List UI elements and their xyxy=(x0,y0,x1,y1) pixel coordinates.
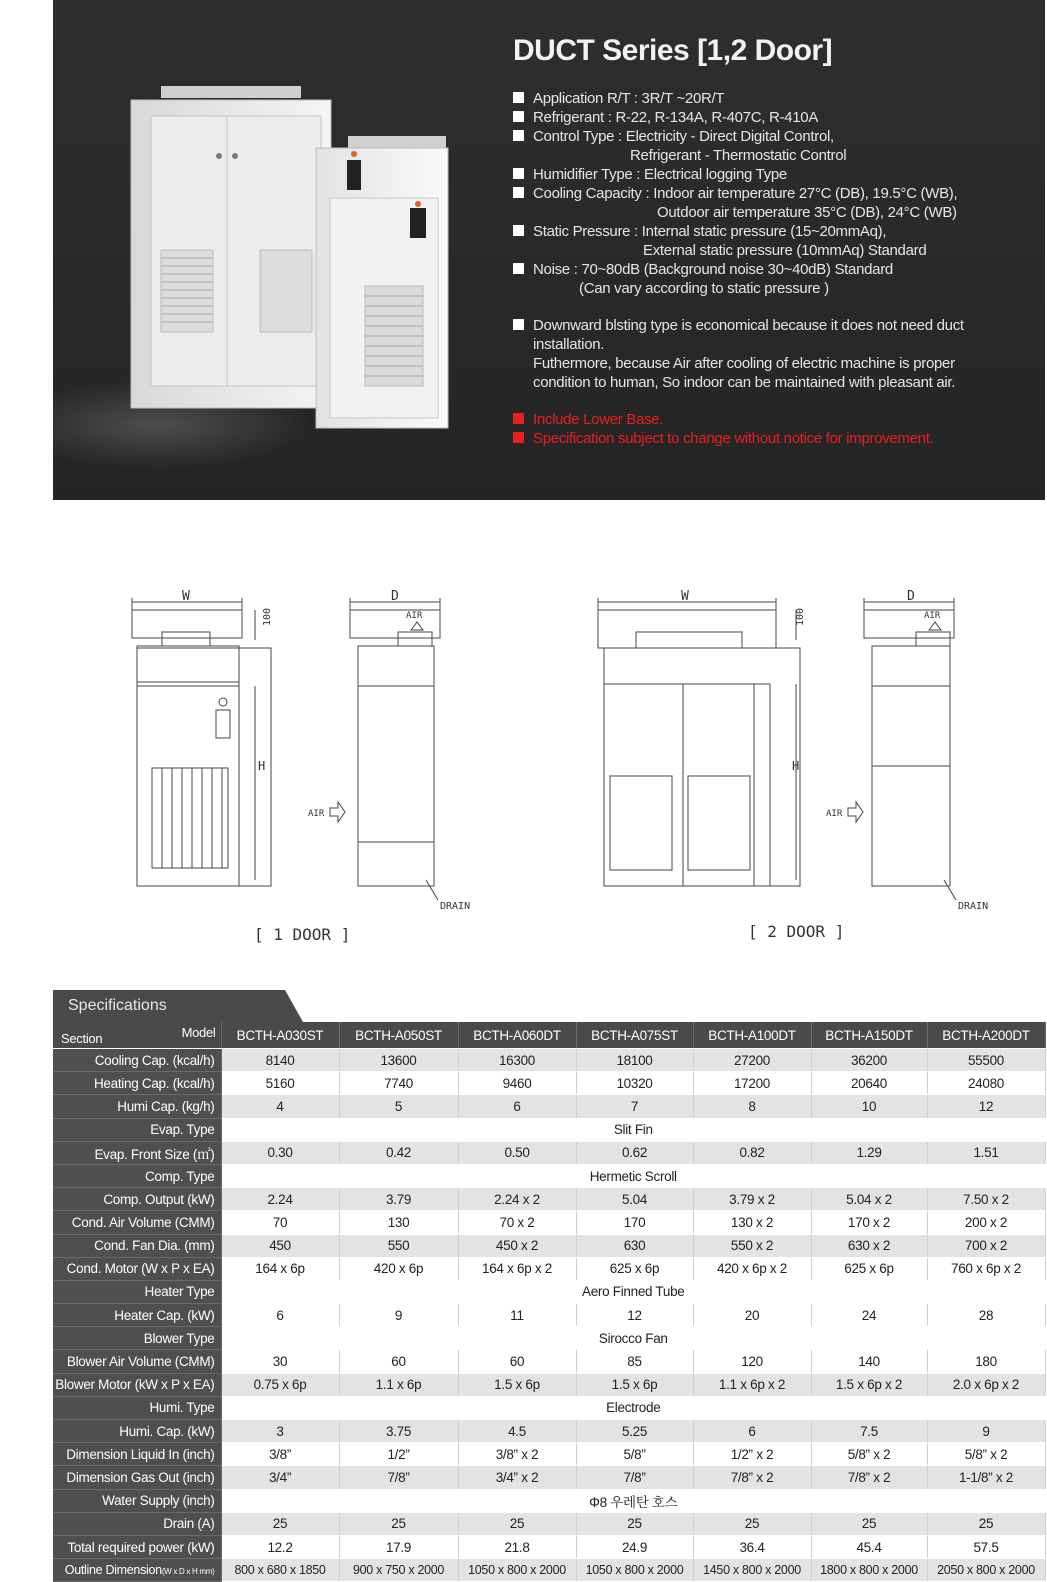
row-label-text: Blower Motor (kW x P x EA) xyxy=(55,1377,215,1393)
table-cell-merged: Aero Finned Tube xyxy=(221,1280,1045,1303)
row-label xyxy=(53,1049,221,1072)
row-label-text: Dimension Liquid In (inch) xyxy=(66,1446,215,1462)
table-cell: 21.8 xyxy=(458,1535,576,1558)
table-cell: 1450 x 800 x 2000 xyxy=(693,1559,811,1582)
table-cell: 57.5 xyxy=(927,1535,1045,1558)
table-cell: 25 xyxy=(221,1512,339,1535)
table-cell: 13600 xyxy=(339,1049,458,1072)
table-cell: 700 x 2 xyxy=(927,1234,1045,1257)
table-cell-merged: Hermetic Scroll xyxy=(221,1164,1045,1187)
table-cell: 1.5 x 6p xyxy=(576,1373,693,1396)
table-row xyxy=(53,1164,1045,1187)
checkbox-bullet-icon xyxy=(513,92,524,103)
row-label xyxy=(53,1118,221,1141)
table-cell: 25 xyxy=(458,1512,576,1535)
table-cell: 1.29 xyxy=(811,1141,927,1164)
table-cell: 0.82 xyxy=(693,1141,811,1164)
row-label-text: Water Supply (inch) xyxy=(102,1493,215,1509)
table-cell-merged: Sirocco Fan xyxy=(221,1327,1045,1350)
label-1-door: [ 1 DOOR ] xyxy=(254,925,351,944)
feature-text: Humidifier Type : Electrical logging Type xyxy=(533,166,787,183)
table-row xyxy=(53,1466,1045,1489)
table-cell: 17200 xyxy=(693,1072,811,1095)
row-label xyxy=(53,1257,221,1280)
table-cell: 2.24 x 2 xyxy=(458,1188,576,1211)
dimension-drawings xyxy=(0,580,1047,980)
table-corner-cell xyxy=(53,1022,221,1049)
table-cell: 3.75 xyxy=(339,1420,458,1443)
table-cell: 9460 xyxy=(458,1072,576,1095)
red-square-bullet-icon xyxy=(513,413,524,424)
table-cell: 60 xyxy=(339,1350,458,1373)
feature-item xyxy=(513,260,1033,298)
table-cell: 120 xyxy=(693,1350,811,1373)
table-cell: 4.5 xyxy=(458,1420,576,1443)
table-row xyxy=(53,1118,1045,1141)
table-cell: 18100 xyxy=(576,1049,693,1072)
row-label xyxy=(53,1396,221,1419)
label-d-2: D xyxy=(907,589,915,604)
table-cell-merged: Electrode xyxy=(221,1396,1045,1419)
table-cell: 5/8” xyxy=(576,1443,693,1466)
table-cell: 0.75 x 6p xyxy=(221,1373,339,1396)
label-100-1: 100 xyxy=(262,607,273,626)
table-cell: 625 x 6p xyxy=(811,1257,927,1280)
label-air-top-1: AIR xyxy=(406,611,423,621)
table-row xyxy=(53,1072,1045,1095)
checkbox-bullet-icon xyxy=(513,319,524,330)
label-air-side-1: AIR xyxy=(308,809,325,819)
model-header: BCTH-A075ST xyxy=(576,1022,693,1049)
row-label xyxy=(53,1095,221,1118)
table-cell: 630 xyxy=(576,1234,693,1257)
table-cell: 420 x 6p x 2 xyxy=(693,1257,811,1280)
row-label xyxy=(53,1188,221,1211)
label-drain-1: DRAIN xyxy=(440,901,471,912)
red-note-text: Specification subject to change without notice for improvement. xyxy=(533,430,934,447)
row-label-text: Blower Air Volume (CMM) xyxy=(66,1354,215,1370)
row-label-text: Heating Cap. (kcal/h) xyxy=(93,1075,215,1091)
label-air-top-2: AIR xyxy=(924,611,941,621)
note-line: installation. xyxy=(533,336,605,353)
product-image xyxy=(123,80,463,430)
table-cell: 25 xyxy=(576,1512,693,1535)
label-100-2: 100 xyxy=(795,607,806,626)
label-2-door: [ 2 DOOR ] xyxy=(748,922,845,941)
table-cell: 85 xyxy=(576,1350,693,1373)
table-cell: 625 x 6p xyxy=(576,1257,693,1280)
table-cell: 24 xyxy=(811,1304,927,1327)
row-label-text: Total required power (kW) xyxy=(67,1539,215,1555)
table-cell: 2050 x 800 x 2000 xyxy=(927,1559,1045,1582)
corner-section-label: Section xyxy=(61,1031,103,1046)
table-row xyxy=(53,1257,1045,1280)
table-cell: 2.24 xyxy=(221,1188,339,1211)
table-cell: 0.62 xyxy=(576,1141,693,1164)
table-cell: 6 xyxy=(458,1095,576,1118)
table-row xyxy=(53,1141,1045,1164)
table-row xyxy=(53,1443,1045,1466)
table-cell: 1.5 x 6p x 2 xyxy=(811,1373,927,1396)
feature-list xyxy=(513,89,1033,448)
table-cell: 27200 xyxy=(693,1049,811,1072)
table-cell: 450 x 2 xyxy=(458,1234,576,1257)
label-air-side-2: AIR xyxy=(826,809,843,819)
table-cell: 140 xyxy=(811,1350,927,1373)
row-label xyxy=(53,1234,221,1257)
table-cell: 8 xyxy=(693,1095,811,1118)
table-cell: 16300 xyxy=(458,1049,576,1072)
table-cell: 3.79 xyxy=(339,1188,458,1211)
table-row xyxy=(53,1512,1045,1535)
red-note xyxy=(513,410,1033,429)
table-row xyxy=(53,1420,1045,1443)
model-header: BCTH-A050ST xyxy=(339,1022,458,1049)
table-cell: 420 x 6p xyxy=(339,1257,458,1280)
table-cell: 10 xyxy=(811,1095,927,1118)
table-cell: 5160 xyxy=(221,1072,339,1095)
feature-text-continued: (Can vary according to static pressure ) xyxy=(579,280,829,297)
table-cell: 450 xyxy=(221,1234,339,1257)
table-cell: 550 x 2 xyxy=(693,1234,811,1257)
feature-text: Static Pressure : Internal static pressure (15~20mmAq), xyxy=(533,223,887,240)
table-cell: 164 x 6p x 2 xyxy=(458,1257,576,1280)
table-cell: 1.1 x 6p xyxy=(339,1373,458,1396)
row-label-text: Cond. Motor (W x P x EA) xyxy=(66,1261,215,1277)
feature-text-continued: Refrigerant - Thermostatic Control xyxy=(630,147,847,164)
checkbox-bullet-icon xyxy=(513,111,524,122)
table-cell: 7.50 x 2 xyxy=(927,1188,1045,1211)
table-cell: 12 xyxy=(576,1304,693,1327)
row-label-text: Cond. Air Volume (CMM) xyxy=(71,1214,215,1230)
table-cell: 4 xyxy=(221,1095,339,1118)
table-cell: 5 xyxy=(339,1095,458,1118)
table-cell: 17.9 xyxy=(339,1535,458,1558)
feature-item xyxy=(513,222,1033,260)
checkbox-bullet-icon xyxy=(513,263,524,274)
row-label-text: Evap. Type xyxy=(150,1122,215,1138)
table-cell: 5/8” x 2 xyxy=(927,1443,1045,1466)
specifications-title: Specifications xyxy=(68,997,167,1014)
table-cell: 20 xyxy=(693,1304,811,1327)
table-row xyxy=(53,1373,1045,1396)
row-label xyxy=(53,1489,221,1512)
table-cell: 6 xyxy=(693,1420,811,1443)
table-cell: 70 x 2 xyxy=(458,1211,576,1234)
table-cell: 12 xyxy=(927,1095,1045,1118)
table-row xyxy=(53,1211,1045,1234)
table-cell: 5.04 xyxy=(576,1188,693,1211)
feature-text: Application R/T : 3R/T ~20R/T xyxy=(533,90,725,107)
table-cell: 200 x 2 xyxy=(927,1211,1045,1234)
table-cell: 164 x 6p xyxy=(221,1257,339,1280)
table-cell: 7740 xyxy=(339,1072,458,1095)
table-cell: 1/2” xyxy=(339,1443,458,1466)
table-row xyxy=(53,1396,1045,1419)
row-label xyxy=(53,1535,221,1558)
table-cell: 28 xyxy=(927,1304,1045,1327)
checkbox-bullet-icon xyxy=(513,187,524,198)
table-cell: 30 xyxy=(221,1350,339,1373)
table-cell: 24080 xyxy=(927,1072,1045,1095)
checkbox-bullet-icon xyxy=(513,130,524,141)
table-cell: 6 xyxy=(221,1304,339,1327)
description-note xyxy=(513,316,1033,392)
table-row xyxy=(53,1535,1045,1558)
table-cell: 760 x 6p x 2 xyxy=(927,1257,1045,1280)
table-cell: 7/8” x 2 xyxy=(693,1466,811,1489)
specifications-table xyxy=(53,1022,1046,1582)
feature-text: Cooling Capacity : Indoor air temperature 27°C (DB), 19.5°C (WB), xyxy=(533,185,958,202)
table-cell: 5.25 xyxy=(576,1420,693,1443)
row-label xyxy=(53,1512,221,1535)
table-cell: 11 xyxy=(458,1304,576,1327)
feature-item xyxy=(513,108,1033,127)
feature-text: Refrigerant : R-22, R-134A, R-407C, R-410A xyxy=(533,109,819,126)
row-label-unit: (W x D x H mm) xyxy=(161,1567,215,1577)
table-row xyxy=(53,1327,1045,1350)
row-label-text: Humi Cap. (kg/h) xyxy=(117,1098,215,1114)
table-cell: 7.5 xyxy=(811,1420,927,1443)
table-cell: 1050 x 800 x 2000 xyxy=(458,1559,576,1582)
row-label xyxy=(53,1280,221,1303)
table-cell: 550 xyxy=(339,1234,458,1257)
row-label xyxy=(53,1141,221,1164)
feature-item xyxy=(513,165,1033,184)
table-row xyxy=(53,1489,1045,1512)
table-cell: 10320 xyxy=(576,1072,693,1095)
hero-panel xyxy=(53,0,1045,500)
table-row xyxy=(53,1304,1045,1327)
row-label-text: Comp. Output (kW) xyxy=(103,1191,215,1207)
table-row xyxy=(53,1095,1045,1118)
table-cell: 70 xyxy=(221,1211,339,1234)
table-cell: 25 xyxy=(927,1512,1045,1535)
model-header: BCTH-A100DT xyxy=(693,1022,811,1049)
table-cell: 0.30 xyxy=(221,1141,339,1164)
feature-item xyxy=(513,184,1033,222)
table-cell: 1.5 x 6p xyxy=(458,1373,576,1396)
table-cell: 1-1/8” x 2 xyxy=(927,1466,1045,1489)
label-w-1: W xyxy=(182,589,190,604)
table-cell: 180 xyxy=(927,1350,1045,1373)
table-cell: 3/4” x 2 xyxy=(458,1466,576,1489)
table-cell: 8140 xyxy=(221,1049,339,1072)
table-row xyxy=(53,1049,1045,1072)
table-row xyxy=(53,1188,1045,1211)
table-cell: 25 xyxy=(693,1512,811,1535)
red-note-text: Include Lower Base. xyxy=(533,411,664,428)
row-label xyxy=(53,1443,221,1466)
red-note xyxy=(513,429,1033,448)
table-cell: 25 xyxy=(811,1512,927,1535)
table-cell: 7/8” xyxy=(339,1466,458,1489)
note-line: condition to human, So indoor can be maintained with pleasant air. xyxy=(533,374,956,391)
table-cell: 3/8” x 2 xyxy=(458,1443,576,1466)
row-label-text: Cooling Cap. (kcal/h) xyxy=(94,1052,215,1068)
table-cell: 0.50 xyxy=(458,1141,576,1164)
red-square-bullet-icon xyxy=(513,432,524,443)
table-cell: 3/8” xyxy=(221,1443,339,1466)
table-cell: 9 xyxy=(339,1304,458,1327)
feature-text-continued: Outdoor air temperature 35°C (DB), 24°C (WB) xyxy=(657,204,957,221)
table-cell-merged: Φ8 우레탄 호스 xyxy=(221,1489,1045,1512)
table-cell: 2.0 x 6p x 2 xyxy=(927,1373,1045,1396)
checkbox-bullet-icon xyxy=(513,168,524,179)
row-label-text: Outline Dimension xyxy=(64,1563,162,1578)
feature-item xyxy=(513,89,1033,108)
table-row xyxy=(53,1350,1045,1373)
row-label xyxy=(53,1072,221,1095)
table-cell: 170 xyxy=(576,1211,693,1234)
row-label xyxy=(53,1350,221,1373)
table-row xyxy=(53,1280,1045,1303)
note-line: Downward blsting type is economical because it does not need duct xyxy=(533,317,964,334)
row-label xyxy=(53,1373,221,1396)
table-cell: 3 xyxy=(221,1420,339,1443)
table-cell: 7/8” x 2 xyxy=(811,1466,927,1489)
table-cell: 7/8” xyxy=(576,1466,693,1489)
table-cell: 7 xyxy=(576,1095,693,1118)
model-header: BCTH-A030ST xyxy=(221,1022,339,1049)
model-header: BCTH-A200DT xyxy=(927,1022,1045,1049)
table-cell: 5/8” x 2 xyxy=(811,1443,927,1466)
table-cell: 800 x 680 x 1850 xyxy=(221,1559,339,1582)
note-line: Futhermore, because Air after cooling of electric machine is proper xyxy=(533,355,955,372)
row-label-text: Blower Type xyxy=(143,1330,215,1346)
table-cell-merged: Slit Fin xyxy=(221,1118,1045,1141)
row-label xyxy=(53,1164,221,1187)
table-cell: 1.1 x 6p x 2 xyxy=(693,1373,811,1396)
table-cell: 36200 xyxy=(811,1049,927,1072)
row-label xyxy=(53,1466,221,1489)
label-h-1: H xyxy=(258,759,266,773)
row-label xyxy=(53,1211,221,1234)
row-label-text: Evap. Front Size (㎡) xyxy=(94,1146,215,1162)
corner-model-label: Model xyxy=(181,1025,216,1040)
row-label-text: Cond. Fan Dia. (mm) xyxy=(94,1238,215,1254)
table-cell: 900 x 750 x 2000 xyxy=(339,1559,458,1582)
table-cell: 20640 xyxy=(811,1072,927,1095)
row-label-text: Dimension Gas Out (inch) xyxy=(66,1469,215,1485)
table-cell: 170 x 2 xyxy=(811,1211,927,1234)
table-cell: 130 x 2 xyxy=(693,1211,811,1234)
table-cell: 130 xyxy=(339,1211,458,1234)
row-label-text: Humi. Type xyxy=(149,1400,215,1416)
row-label-text: Heater Type xyxy=(144,1284,215,1300)
row-label-text: Heater Cap. (kW) xyxy=(114,1307,215,1323)
table-cell: 1050 x 800 x 2000 xyxy=(576,1559,693,1582)
row-label-text: Humi. Cap. (kW) xyxy=(119,1423,215,1439)
feature-text: Noise : 70~80dB (Background noise 30~40dB) Standard xyxy=(533,261,893,278)
table-cell: 12.2 xyxy=(221,1535,339,1558)
table-cell: 3.79 x 2 xyxy=(693,1188,811,1211)
table-header-row xyxy=(53,1022,1045,1049)
label-d-1: D xyxy=(391,589,399,604)
table-cell: 25 xyxy=(339,1512,458,1535)
table-cell: 630 x 2 xyxy=(811,1234,927,1257)
label-drain-2: DRAIN xyxy=(958,901,989,912)
feature-text: Control Type : Electricity - Direct Digital Control, xyxy=(533,128,834,145)
table-cell: 0.42 xyxy=(339,1141,458,1164)
table-cell: 1.51 xyxy=(927,1141,1045,1164)
model-header: BCTH-A150DT xyxy=(811,1022,927,1049)
feature-text-continued: External static pressure (10mmAq) Standard xyxy=(643,242,927,259)
feature-item xyxy=(513,127,1033,165)
label-w-2: W xyxy=(681,589,689,604)
table-cell: 55500 xyxy=(927,1049,1045,1072)
table-cell: 60 xyxy=(458,1350,576,1373)
table-cell: 1800 x 800 x 2000 xyxy=(811,1559,927,1582)
table-cell: 3/4” xyxy=(221,1466,339,1489)
table-row xyxy=(53,1234,1045,1257)
table-cell: 9 xyxy=(927,1420,1045,1443)
label-h-2: H xyxy=(792,759,800,773)
row-label xyxy=(53,1304,221,1327)
table-cell: 24.9 xyxy=(576,1535,693,1558)
table-row xyxy=(53,1559,1045,1582)
table-cell: 36.4 xyxy=(693,1535,811,1558)
checkbox-bullet-icon xyxy=(513,225,524,236)
table-cell: 1/2” x 2 xyxy=(693,1443,811,1466)
row-label xyxy=(53,1420,221,1443)
row-label xyxy=(53,1559,221,1582)
row-label-text: Drain (A) xyxy=(163,1516,215,1532)
row-label xyxy=(53,1327,221,1350)
table-cell: 45.4 xyxy=(811,1535,927,1558)
row-label-text: Comp. Type xyxy=(144,1168,215,1184)
page-title: DUCT Series [1,2 Door] xyxy=(513,34,833,67)
table-cell: 5.04 x 2 xyxy=(811,1188,927,1211)
model-header: BCTH-A060DT xyxy=(458,1022,576,1049)
